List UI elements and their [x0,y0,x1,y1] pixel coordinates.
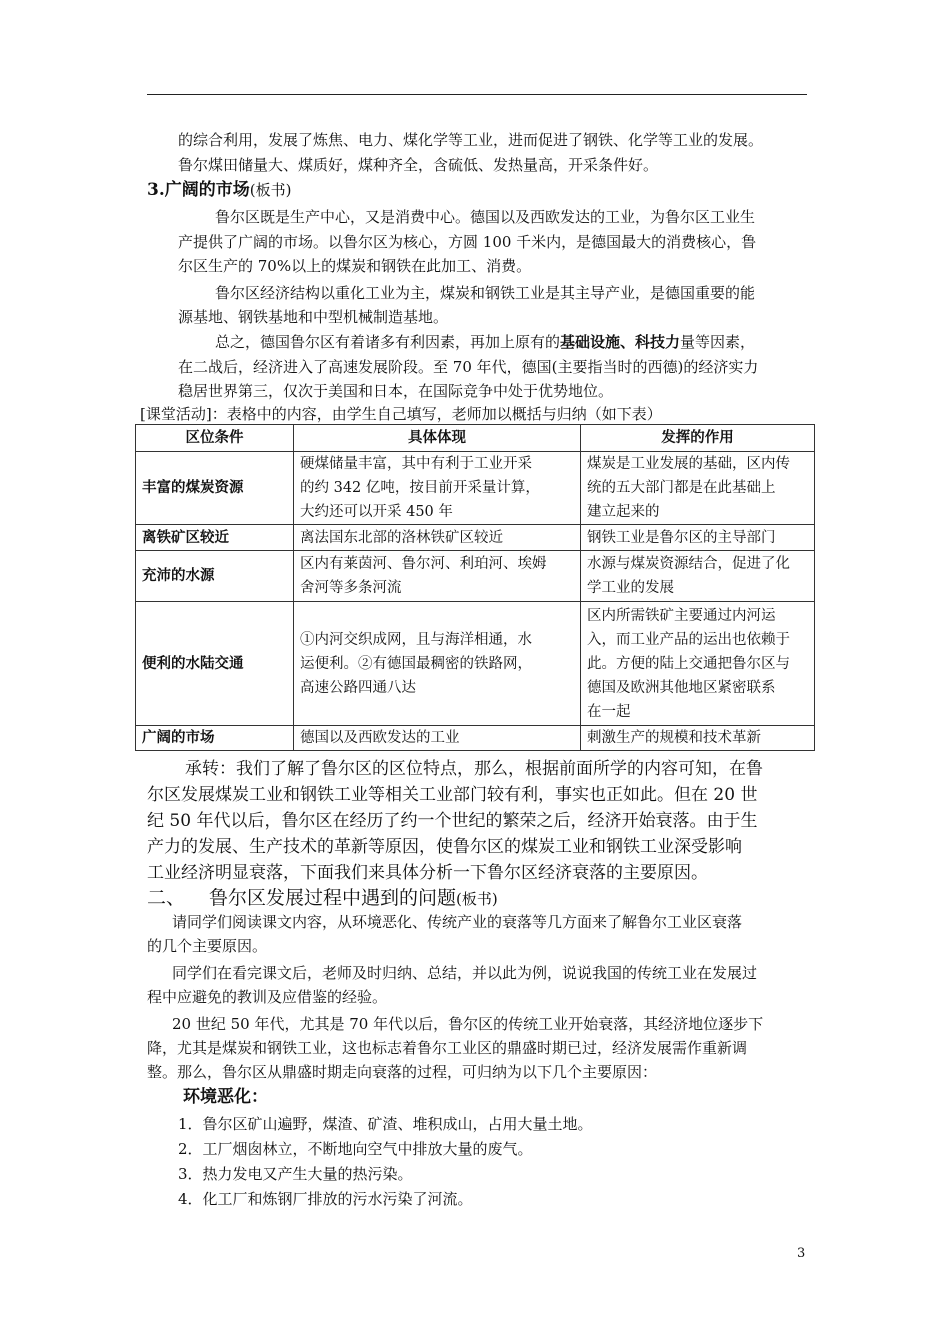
text-line: 稳居世界第三，仅次于美国和日本，在国际竞争中处于优势地位。 [178,382,614,400]
list-item: 4．化工厂和炼钢厂排放的污水污染了河流。 [178,1190,473,1208]
text-line: 纪 50 年代以后，鲁尔区在经历了约一个世纪的繁荣之后，经济开始衰落。由于生 [147,811,758,831]
text-line: 在二战后，经济进入了高速发展阶段。至 70 年代，德国(主要指当时的西德)的经济实力 [178,358,759,376]
heading-market-label: 3.广阔的市场 [147,180,250,200]
cell-line: 大约还可以开采 450 年 [300,504,453,520]
table-row [136,726,815,751]
text-run: 总之，德国鲁尔区有着诸多有利因素，再加上原有的 [215,333,561,351]
text-line: 鲁尔区既是生产中心，又是消费中心。德国以及西欧发达的工业，为鲁尔区工业生 [215,208,756,226]
cell-line: 煤炭是工业发展的基础，区内传 [587,456,790,472]
role-cell: 刺激生产的规模和技术革新 [581,726,815,751]
role-cell [581,452,815,525]
cell-line: 的约 342 亿吨，按目前开采量计算， [300,480,540,496]
role-cell [581,602,815,726]
list-item: 2．工厂烟囱林立，不断地向空气中排放大量的废气。 [178,1140,533,1158]
table-row [136,602,815,726]
section-number: 二、 [147,887,186,909]
text-line: 产力的发展、生产技术的革新等原因，使鲁尔区的煤炭工业和钢铁工业深受影响 [147,837,742,857]
heading-market [147,177,291,203]
cell-line: 学工业的发展 [587,580,674,596]
condition-cell: 便利的水陆交通 [136,602,294,726]
text-line: 源基地、钢铁基地和中型机械制造基地。 [178,308,449,326]
text-line: 鲁尔区经济结构以重化工业为主，煤炭和钢铁工业是其主导产业，是德国重要的能 [215,284,756,302]
condition-cell: 丰富的煤炭资源 [136,452,294,525]
column-header: 具体体现 [294,425,581,452]
cell-line: 水源与煤炭资源结合，促进了化 [587,556,790,572]
text-line: 请同学们阅读课文内容，从环境恶化、传统产业的衰落等几方面来了解鲁尔工业区衰落 [172,913,743,931]
cell-line: 区内有莱茵河、鲁尔河、利珀河、埃姆 [300,556,547,572]
evidence-cell: 德国以及西欧发达的工业 [294,726,581,751]
text-run: 量等因素， [680,333,756,351]
cell-line: ①内河交织成网，且与海洋相通，水 [300,631,532,648]
text-line: 尔区发展煤炭工业和钢铁工业等相关工业部门较有利，事实也正如此。但在 20 世 [147,785,758,805]
evidence-cell: 离法国东北部的洛林铁矿区较近 [294,525,581,551]
board-note: (板书) [456,890,498,908]
cell-line: 高速公路四通八达 [300,679,416,696]
table-header-row [136,425,815,452]
condition-cell: 广阔的市场 [136,726,294,751]
text-line: 的几个主要原因。 [147,937,268,955]
role-cell: 钢铁工业是鲁尔区的主导部门 [581,525,815,551]
board-note: (板书) [249,181,292,199]
evidence-cell [294,551,581,602]
cell-line: 运便利。②有德国最稠密的铁路网， [300,655,532,672]
evidence-cell [294,602,581,726]
location-table [135,424,815,751]
cell-line: 入，而工业产品的运出也依赖于 [587,631,790,648]
cell-line: 硬煤储量丰富，其中有利于工业开采 [300,456,532,472]
condition-cell: 充沛的水源 [136,551,294,602]
cell-line: 德国及欧洲其他地区紧密联系 [587,679,776,696]
list-item: 1．鲁尔区矿山遍野，煤渣、矿渣、堆积成山，占用大量土地。 [178,1115,593,1133]
text-line [215,330,755,354]
column-header: 发挥的作用 [581,425,815,452]
text-line: 整。那么，鲁尔区从鼎盛时期走向衰落的过程，可归纳为以下几个主要原因： [147,1063,658,1081]
cell-line: 舍河等多条河流 [300,580,402,596]
emphasis-text: 基础设施、科技力 [560,333,681,351]
table-row [136,551,815,602]
text-line: 鲁尔煤田储量大、煤质好，煤种齐全，含硫低、发热量高，开采条件好。 [178,156,659,174]
cell-line: 区内所需铁矿主要通过内河运 [587,607,776,624]
text-line: 工业经济明显衰落，下面我们来具体分析一下鲁尔区经济衰落的主要原因。 [147,863,708,883]
table-row [136,525,815,551]
list-item: 3．热力发电又产生大量的热污染。 [178,1165,413,1183]
header-rule [147,94,807,95]
text-line: 尔区生产的 70%以上的煤炭和钢铁在此加工、消费。 [178,257,532,275]
text-line: 程中应避免的教训及应借鉴的经验。 [147,988,388,1006]
text-line: 降，尤其是煤炭和钢铁工业，这也标志着鲁尔工业区的鼎盛时期已过，经济发展需作重新调 [147,1039,748,1057]
page-number: 3 [797,1246,806,1261]
section-heading [147,884,498,913]
text-line: 同学们在看完课文后，老师及时归纳、总结，并以此为例，说说我国的传统工业在发展过 [172,964,758,982]
text-line: 20 世纪 50 年代，尤其是 70 年代以后，鲁尔区的传统工业开始衰落，其经济地位逐步下 [172,1015,764,1033]
cell-line: 此。方便的陆上交通把鲁尔区与 [587,655,790,672]
text-line: 的综合利用，发展了炼焦、电力、煤化学等工业，进而促进了钢铁、化学等工业的发展。 [178,131,764,149]
evidence-cell [294,452,581,525]
activity-note: [课堂活动]：表格中的内容，由学生自己填写，老师加以概括与归纳（如下表） [140,405,662,423]
env-heading: 环境恶化： [183,1087,268,1107]
cell-line: 在一起 [587,703,631,720]
table-row [136,452,815,525]
text-line: 产提供了广阔的市场。以鲁尔区为核心，方圆 100 千米内，是德国最大的消费核心，鲁 [178,233,757,251]
cell-line: 统的五大部门都是在此基础上 [587,480,776,496]
text-line: 承转：我们了解了鲁尔区的区位特点，那么，根据前面所学的内容可知，在鲁 [185,759,763,779]
column-header: 区位条件 [136,425,294,452]
cell-line: 建立起来的 [587,504,660,520]
condition-cell: 离铁矿区较近 [136,525,294,551]
role-cell [581,551,815,602]
section-title: 鲁尔区发展过程中遇到的问题 [209,887,457,909]
